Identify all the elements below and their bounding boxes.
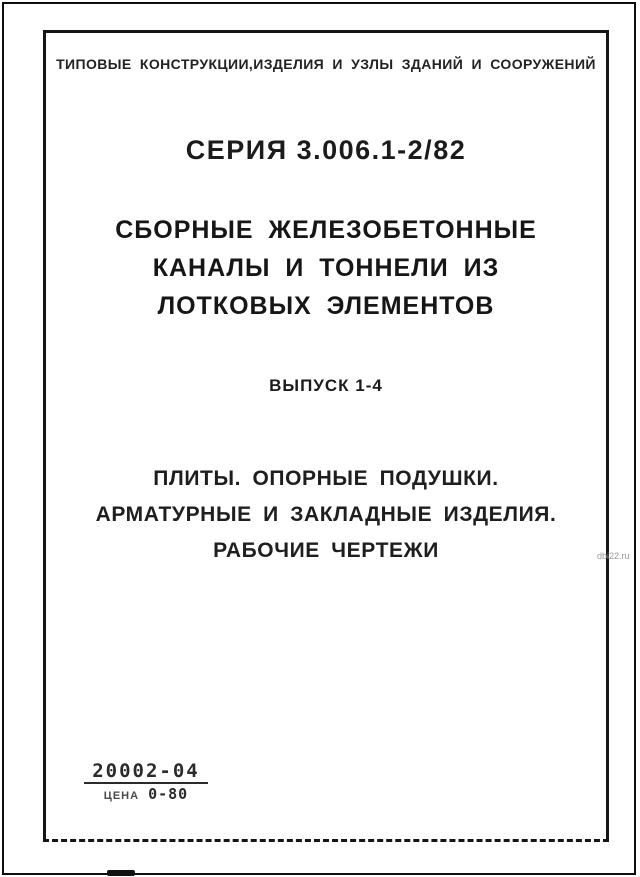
- stamp-divider: [84, 782, 208, 784]
- subtitle-line-1: ПЛИТЫ. ОПОРНЫЕ ПОДУШКИ.: [153, 467, 499, 490]
- price-stamp: [84, 760, 208, 803]
- title-line-2: КАНАЛЫ И ТОННЕЛИ ИЗ: [152, 254, 500, 282]
- title-line-3: ЛОТКОВЫХ ЭЛЕМЕНТОВ: [157, 292, 495, 320]
- issue-number: ВЫПУСК 1-4: [269, 376, 383, 395]
- stamp-code: 20002-04: [92, 760, 200, 782]
- document-title: [46, 211, 606, 325]
- subtitle-line-3: РАБОЧИЕ ЧЕРТЕЖИ: [213, 539, 439, 562]
- subtitle-line-2: АРМАТУРНЫЕ И ЗАКЛАДНЫЕ ИЗДЕЛИЯ.: [95, 503, 557, 526]
- price-label: ЦЕНА: [103, 790, 140, 802]
- title-line-1: СБОРНЫЕ ЖЕЛЕЗОБЕТОННЫЕ: [115, 216, 537, 244]
- stamp-price-row: [84, 785, 208, 803]
- series-number: СЕРИЯ 3.006.1-2/82: [185, 135, 467, 165]
- scan-artifact: [107, 870, 135, 876]
- price-value: 0-80: [148, 785, 189, 803]
- document-header: ТИПОВЫЕ КОНСТРУКЦИИ,ИЗДЕЛИЯ И УЗЛЫ ЗДАНИЙ И СООРУЖЕНИЙ: [56, 56, 596, 72]
- title-frame: [43, 30, 609, 842]
- document-subtitle: [46, 461, 606, 569]
- watermark: dbi22.ru: [597, 551, 630, 561]
